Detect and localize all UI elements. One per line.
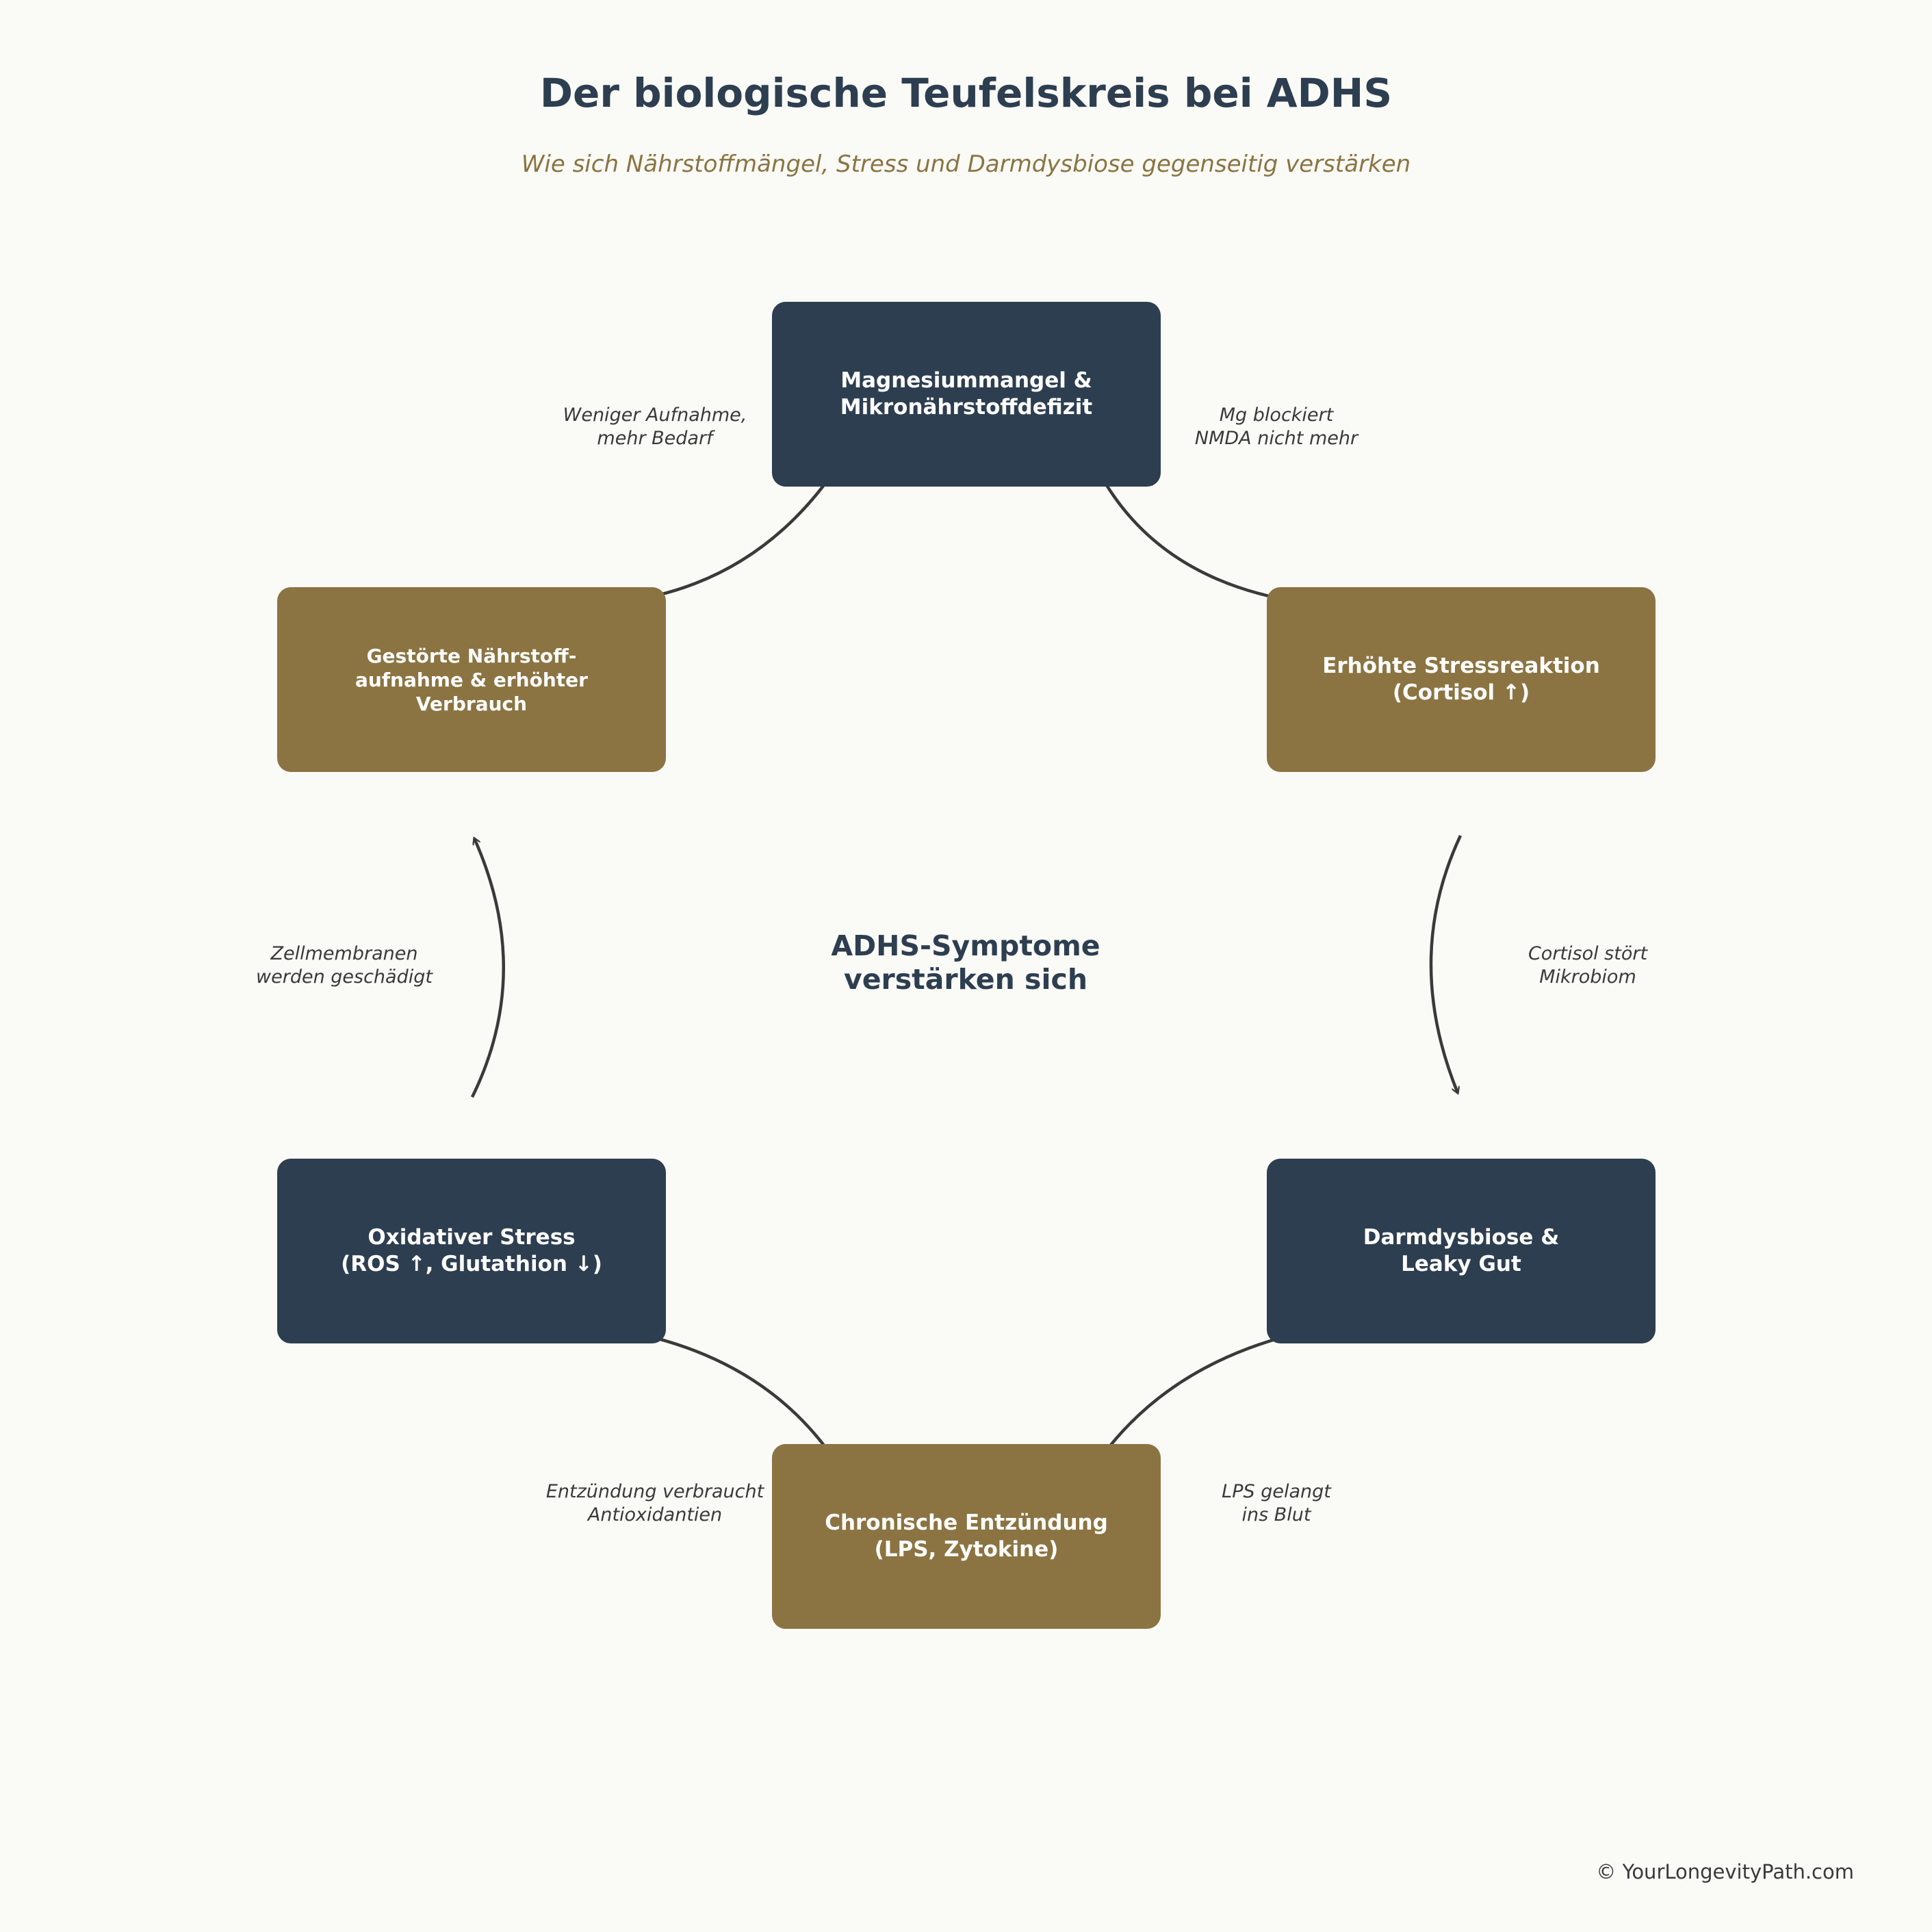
label-cortisol-microbiome: Cortisol stört Mikrobiom <box>1528 943 1648 988</box>
arrow-gut-to-inflammation <box>1102 1328 1324 1456</box>
arrow-stress-to-gut <box>1431 836 1460 1093</box>
label-mg-nmda: Mg blockiert NMDA nicht mehr <box>1194 404 1358 449</box>
label-cell-membranes: Zellmembranen werden geschädigt <box>256 943 433 988</box>
diagram-title: Der biologische Teufelskreis bei ADHS <box>539 70 1393 116</box>
label-less-absorption: Weniger Aufnahme, mehr Bedarf <box>563 404 747 449</box>
label-inflammation-antioxidants: Entzündung verbraucht Antioxidantien <box>545 1481 764 1525</box>
arrow-magnesium-to-stress <box>1100 474 1322 605</box>
node-nutrient-absorption: Gestörte Nährstoff- aufnahme & erhöhter Verbrauch <box>277 587 666 772</box>
label-lps-blood: LPS gelangt ins Blut <box>1222 1481 1331 1525</box>
node-gut-dysbiosis: Darmdysbiose & Leaky Gut <box>1267 1159 1656 1343</box>
node-chronic-inflammation: Chronische Entzündung (LPS, Zytokine) <box>772 1444 1161 1629</box>
node-magnesium-deficiency: Magnesiummangel & Mikronährstoffdefizit <box>772 302 1161 487</box>
center-label: ADHS-Symptome verstärken sich <box>831 929 1100 996</box>
node-oxidative-stress: Oxidativer Stress (ROS ↑, Glutathion ↓) <box>277 1159 666 1343</box>
arrow-inflammation-to-oxidative <box>609 1328 834 1458</box>
arrow-nutrient-to-magnesium <box>605 478 829 604</box>
arrow-oxidative-to-nutrient <box>472 838 504 1097</box>
node-stress-response: Erhöhte Stressreaktion (Cortisol ↑) <box>1267 587 1656 772</box>
diagram-subtitle: Wie sich Nährstoffmängel, Stress und Darmdysbiose gegenseitig verstärken <box>521 151 1411 178</box>
copyright-footer: © YourLongevityPath.com <box>1596 1860 1854 1883</box>
